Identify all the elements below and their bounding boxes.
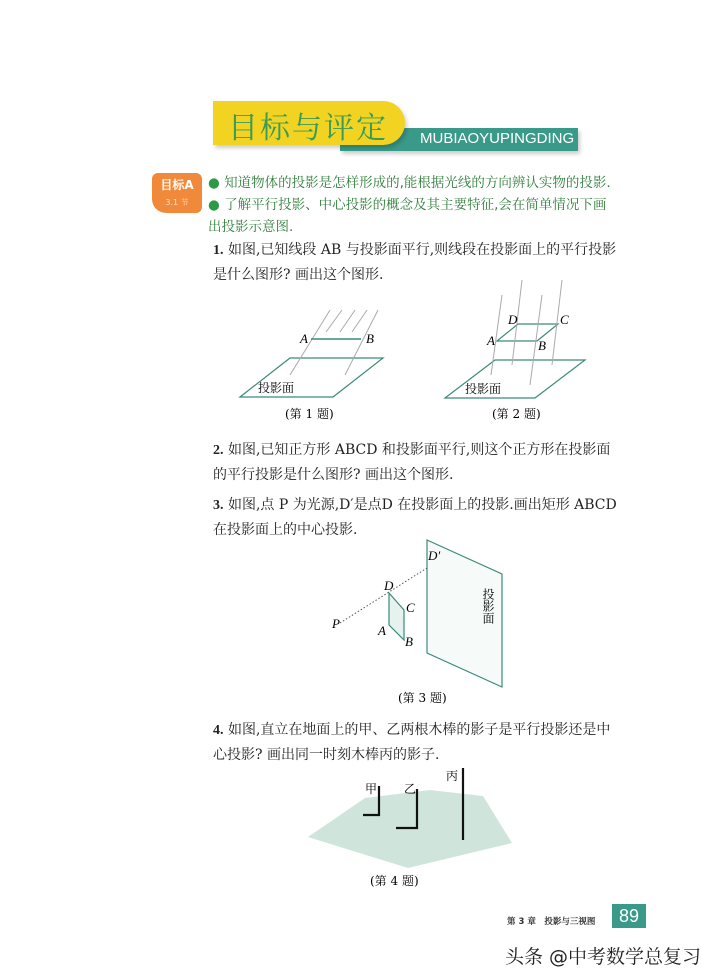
label-yi: 乙 bbox=[404, 782, 417, 796]
label-d-prime: D′ bbox=[428, 548, 441, 563]
watermark: 头条 @中考数学总复习 bbox=[505, 946, 702, 968]
section-subtitle: MUBIAOYUPINGDING bbox=[420, 130, 575, 147]
plane-label: 投影面 bbox=[258, 381, 295, 395]
plane-label: 投影面 bbox=[465, 382, 502, 396]
label-c: C bbox=[406, 600, 415, 615]
label-p: P bbox=[332, 616, 340, 631]
question-number: 2. bbox=[213, 443, 224, 458]
figure-2 bbox=[445, 280, 585, 421]
label-d: D bbox=[508, 312, 518, 327]
goal-item: ● 了解平行投影、中心投影的概念及其主要特征,会在简单情况下画出投影示意图. bbox=[208, 197, 607, 235]
question-text: 如图,直立在地面上的甲、乙两根木棒的影子是平行投影还是中心投影? 画出同一时刻木棒丙的影子. bbox=[213, 722, 611, 763]
question-number: 4. bbox=[213, 723, 224, 738]
figure-caption: (第 1 题) bbox=[285, 407, 334, 421]
goal-badge-section: 3.1 节 bbox=[165, 198, 189, 207]
goal-item: ● 知道物体的投影是怎样形成的,能根据光线的方向辨认实物的投影. bbox=[208, 175, 611, 191]
question-text: 如图,点 P 为光源,D′是点D 在投影面上的投影.画出矩形 ABCD 在投影面上的中心投影. bbox=[213, 497, 617, 538]
page-number: 89 bbox=[612, 904, 646, 928]
square-abcd bbox=[497, 324, 558, 341]
figure-4 bbox=[300, 760, 550, 890]
figure-caption: (第 4 题) bbox=[370, 874, 419, 888]
label-b: B bbox=[538, 338, 546, 353]
goal-text: 知道物体的投影是怎样形成的,能根据光线的方向辨认实物的投影. bbox=[224, 175, 611, 191]
figure-caption: (第 3 题) bbox=[398, 691, 447, 705]
goal-badge-label: 目标A bbox=[160, 178, 194, 192]
label-a: A bbox=[300, 331, 308, 346]
question-number: 1. bbox=[213, 243, 224, 258]
figure-caption: (第 2 题) bbox=[492, 407, 541, 421]
label-bing: 丙 bbox=[446, 769, 459, 783]
figure-1 bbox=[240, 310, 383, 421]
question-number: 3. bbox=[213, 498, 224, 513]
question-text: 如图,已知线段 AB 与投影面平行,则线段在投影面上的平行投影是什么图形? 画出这个图形. bbox=[213, 242, 617, 283]
label-a: A bbox=[378, 623, 386, 638]
label-d: D bbox=[384, 578, 394, 593]
figures-1-2 bbox=[200, 280, 620, 430]
label-c: C bbox=[560, 312, 569, 327]
label-a: A bbox=[487, 333, 495, 348]
label-b: B bbox=[405, 634, 413, 649]
question-2 bbox=[213, 438, 623, 488]
section-title: 目标与评定 bbox=[228, 111, 388, 146]
rectangle-abcd bbox=[389, 593, 404, 640]
label-jia: 甲 bbox=[365, 782, 378, 796]
goal-badge bbox=[152, 173, 202, 213]
goal-text: 了解平行投影、中心投影的概念及其主要特征,会在简单情况下画出投影示意图. bbox=[208, 197, 607, 235]
chapter-footer: 第 3 章 投影与三视图 bbox=[507, 917, 596, 927]
plane-label: 投影面 bbox=[481, 588, 495, 624]
question-text: 如图,已知正方形 ABCD 和投影面平行,则这个正方形在投影面的平行投影是什么图形? 画出这个图形. bbox=[213, 442, 611, 483]
figure-3 bbox=[320, 530, 520, 710]
label-b: B bbox=[366, 331, 374, 346]
